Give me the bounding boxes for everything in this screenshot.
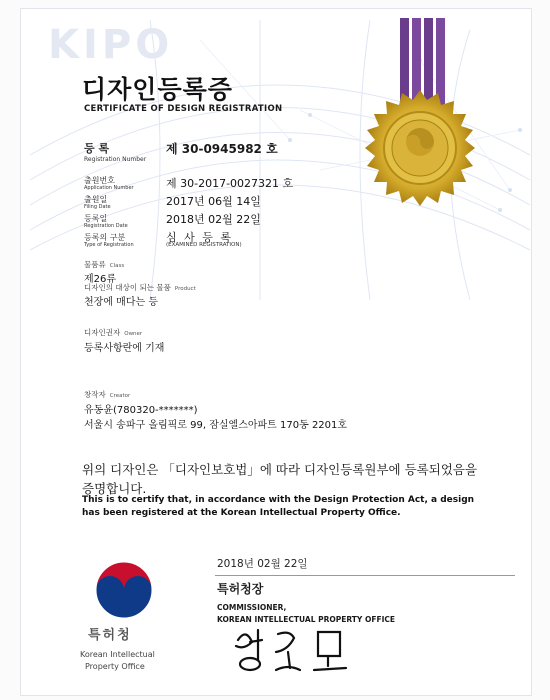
issue-date: 2018년 02월 22일 [217,558,308,570]
owner-value: 등록사항란에 기재 [84,343,165,354]
commissioner-title-english: COMMISSIONER, [217,603,287,612]
certification-text-korean-line2: 증명합니다. [82,481,147,496]
registration-type-label: 등록의 구분 [84,233,126,242]
commissioner-title-korean: 특허청장 [217,582,264,596]
registration-date-label: 등록일 [84,214,108,223]
gold-seal [360,88,480,208]
application-number-value: 제 30-2017-0027321 호 [166,177,294,190]
registration-label-english: Registration Number [84,156,147,163]
kipo-taegeuk-logo [94,560,154,620]
product-label-korean: 디자인의 대상이 되는 물품 [84,283,171,292]
filing-date-value: 2017년 06월 14일 [166,195,261,208]
certification-text-english-line1: This is to certify that, in accordance with the Design Protection Act, a design [82,495,475,505]
certification-text-korean [82,460,477,498]
certification-text-korean-line1: 위의 디자인은 「디자인보호법」에 따라 디자인등록원부에 등록되었음을 [82,462,478,477]
registration-date-value: 2018년 02월 22일 [166,213,261,226]
kipo-logo-name-english-line1: Korean Intellectual [80,650,155,659]
class-value: 제26류 [84,274,117,285]
commissioner-office-english: KOREAN INTELLECTUAL PROPERTY OFFICE [217,615,396,624]
owner-label-korean: 디자인권자 [84,328,121,337]
certification-text-english-line2: has been registered at the Korean Intellectual Property Office. [82,508,401,518]
filing-date-label: 출원일 [84,195,108,204]
registration-label: 등 록 [84,142,110,155]
signature-divider [215,575,515,576]
application-number-label: 출원번호 [84,176,115,185]
certificate-title-korean: 디자인등록증 [82,75,233,104]
registration-type-value: 심 사 등 록 [166,231,233,244]
kipo-logo-name-english-line2: Property Office [85,662,145,671]
owner-label-english: Owner [124,331,143,337]
creator-label-english: Creator [109,393,131,399]
owner-label [84,327,142,338]
commissioner-signature [228,620,358,680]
creator-label [84,389,130,400]
product-label [84,282,196,293]
application-number-label-english: Application Number [84,185,134,191]
certificate-title-english: CERTIFICATE OF DESIGN REGISTRATION [84,104,283,114]
creator-name: 유동윤(780320-*******) [84,405,198,416]
kipo-logo-name-korean: 특허청 [88,628,132,643]
kipo-watermark: KIPO [48,22,174,68]
product-value: 천장에 매다는 등 [84,297,158,308]
class-label-korean: 물품류 [84,260,106,269]
class-label [84,259,124,270]
filing-date-label-english: Filing Date [84,204,111,210]
class-label-english: Class [109,263,125,269]
certification-text-english [82,494,474,520]
product-label-english: Product [174,286,196,292]
registration-date-label-english: Registration Date [84,223,128,229]
creator-label-korean: 창작자 [84,390,106,399]
registration-type-value-english: (EXAMINED REGISTRATION) [166,242,242,248]
registration-number: 제 30-0945982 호 [166,142,278,156]
creator-address: 서울시 송파구 올림픽로 99, 잠실엘스아파트 170동 2201호 [84,420,348,431]
registration-type-label-english: Type of Registration [84,242,134,248]
